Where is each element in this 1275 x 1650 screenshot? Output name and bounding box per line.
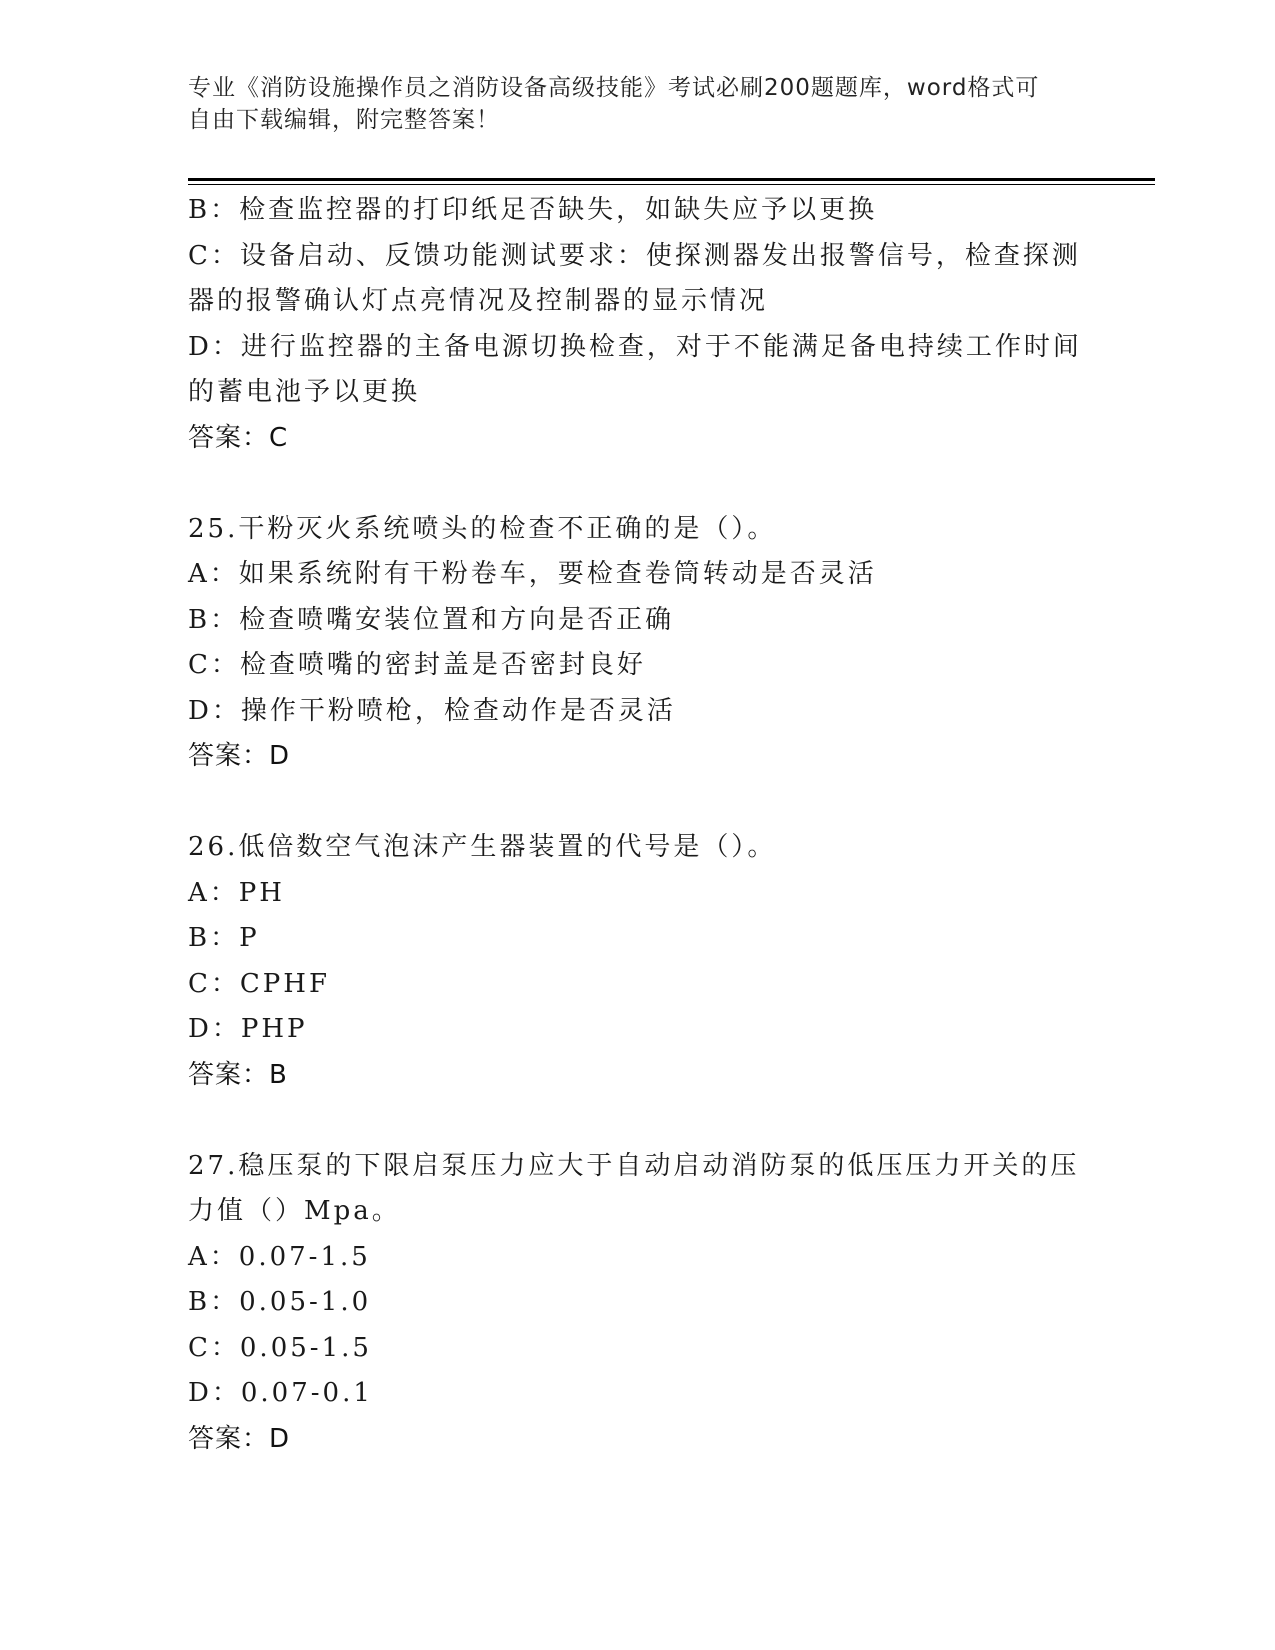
spacer — [188, 461, 1078, 507]
option-b: B：检查喷嘴安装位置和方向是否正确 — [188, 604, 675, 635]
option-c: C：0.05-1.5 — [188, 1332, 372, 1363]
question-stem-continued: 力值（）Mpa。 — [188, 1196, 401, 1226]
option-a: A：如果系统附有干粉卷车，要检查卷筒转动是否灵活 — [188, 559, 877, 589]
option-c: C：CPHF — [188, 968, 330, 999]
header-line-1: 专业《消防设施操作员之消防设备高级技能》考试必刷200题题库，word格式可 — [188, 75, 1040, 101]
question-stem: 27.稳压泵的下限启泵压力应大于自动启动消防泵的低压压力开关的压 — [188, 1150, 1080, 1181]
question-25 — [188, 507, 1078, 780]
option-b: B：检查监控器的打印纸足否缺失，如缺失应予以更换 — [188, 195, 878, 225]
option-d: D：进行监控器的主备电源切换检查，对于不能满足备电持续工作时间 — [188, 331, 1082, 362]
question-block-continued — [188, 188, 1082, 461]
option-d: D：PHP — [188, 1014, 308, 1044]
spacer — [188, 780, 1078, 826]
answer-line: 答案：D — [188, 741, 291, 771]
option-a: A：PH — [188, 877, 285, 908]
option-d-continued: 的蓄电池予以更换 — [188, 377, 421, 407]
option-c-continued: 器的报警确认灯点亮情况及控制器的显示情况 — [188, 286, 769, 316]
answer-line: 答案：B — [188, 1059, 288, 1090]
header-divider-thin — [188, 184, 1155, 185]
answer-line: 答案：D — [188, 1423, 291, 1454]
question-content — [188, 188, 1082, 1462]
option-d: D：0.07-0.1 — [188, 1378, 373, 1408]
header-line-2: 自由下载编辑，附完整答案！ — [188, 107, 500, 133]
header-divider-thick — [188, 178, 1155, 181]
option-d: D：操作干粉喷枪，检查动作是否灵活 — [188, 695, 676, 726]
option-c: C：设备启动、反馈功能测试要求：使探测器发出报警信号，检查探测 — [188, 240, 1081, 271]
option-b: B：P — [188, 923, 260, 953]
spacer — [188, 1098, 1078, 1144]
option-c: C：检查喷嘴的密封盖是否密封良好 — [188, 650, 646, 680]
question-stem: 25.干粉灭火系统喷头的检查不正确的是（）。 — [188, 513, 777, 544]
option-b: B：0.05-1.0 — [188, 1287, 372, 1317]
option-a: A：0.07-1.5 — [188, 1241, 371, 1272]
answer-line: 答案：C — [188, 422, 289, 453]
question-stem: 26.低倍数空气泡沫产生器装置的代号是（）。 — [188, 832, 777, 862]
page-header — [188, 72, 1068, 136]
question-27 — [188, 1144, 1078, 1463]
question-26 — [188, 825, 1078, 1098]
